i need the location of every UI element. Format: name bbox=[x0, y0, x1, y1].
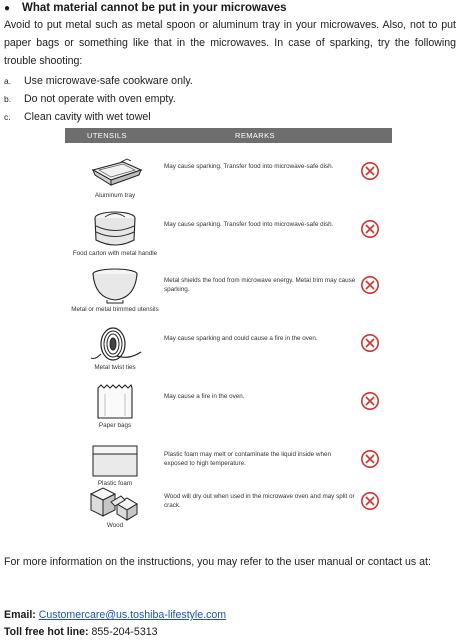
bullet-icon: ● bbox=[4, 3, 11, 14]
troubleshooting-list bbox=[4, 72, 444, 126]
remark-text: May cause sparking and could cause a fire in the oven. bbox=[164, 335, 318, 342]
list-marker: b. bbox=[4, 94, 12, 104]
hotline-line bbox=[4, 624, 158, 640]
utensil-label: Wood bbox=[106, 522, 124, 529]
table-row bbox=[65, 322, 392, 380]
prohibited-x-icon bbox=[360, 161, 380, 181]
aluminum-tray-icon bbox=[65, 150, 165, 194]
wood-icon bbox=[65, 480, 165, 524]
table-row bbox=[65, 208, 392, 266]
footer-paragraph: For more information on the instructions, you may refer to the user manual or contact us at: bbox=[4, 556, 431, 568]
food-carton-icon bbox=[65, 208, 165, 252]
list-item bbox=[4, 90, 444, 108]
list-marker: a. bbox=[4, 76, 12, 86]
email-link[interactable]: Customercare@us.toshiba-lifestyle.com bbox=[38, 609, 227, 621]
remark-text: May cause sparking. Transfer food into microwave-safe dish. bbox=[164, 221, 334, 228]
prohibited-x-icon bbox=[360, 275, 380, 295]
prohibited-x-icon bbox=[360, 491, 380, 511]
utensil-label: Metal twist ties bbox=[94, 364, 136, 371]
remark-text: May cause a fire in the oven. bbox=[164, 393, 245, 400]
column-header-utensils: UTENSILS bbox=[87, 131, 127, 140]
prohibited-x-icon bbox=[360, 391, 380, 411]
utensil-label: Paper bags bbox=[98, 422, 132, 429]
column-header-remarks: REMARKS bbox=[235, 131, 275, 140]
table-row bbox=[65, 480, 392, 538]
prohibited-x-icon bbox=[360, 219, 380, 239]
remark-text: May cause sparking. Transfer food into microwave-safe dish. bbox=[164, 163, 334, 170]
list-item bbox=[4, 108, 444, 126]
prohibited-x-icon bbox=[360, 449, 380, 469]
remark-text: Wood will dry out when used in the microwave oven and may split or crack. bbox=[164, 493, 355, 509]
plastic-foam-icon bbox=[65, 438, 165, 482]
list-item bbox=[4, 72, 444, 90]
remark-text: Plastic foam may melt or contaminate the liquid inside when exposed to high temperature. bbox=[164, 451, 331, 467]
prohibited-x-icon bbox=[360, 333, 380, 353]
utensil-label: Metal or metal trimmed utensils bbox=[71, 306, 159, 313]
section-heading bbox=[4, 1, 454, 16]
table-header bbox=[65, 128, 392, 143]
utensils-table bbox=[65, 128, 392, 534]
list-item-text: Use microwave-safe cookware only. bbox=[24, 75, 193, 87]
heading-text: What material cannot be put in your microwaves bbox=[22, 2, 287, 14]
table-row bbox=[65, 380, 392, 438]
paper-bag-icon bbox=[65, 380, 165, 424]
utensil-label: Plastic foam bbox=[97, 480, 133, 487]
hotline-number: 855-204-5313 bbox=[91, 626, 158, 638]
list-item-text: Do not operate with oven empty. bbox=[24, 93, 176, 105]
email-line bbox=[4, 607, 226, 623]
metal-bowl-icon bbox=[65, 264, 165, 308]
remark-text: Metal shields the food from microwave energy. Metal trim may cause sparking. bbox=[164, 277, 356, 293]
utensil-label: Food carton with metal handle bbox=[72, 250, 158, 257]
intro-paragraph: Avoid to put metal such as metal spoon or aluminum tray in your microwaves. Also, not to put paper bags or something like that in the microwaves. In case of sparking, try the following trouble shooting: bbox=[4, 19, 456, 67]
email-label: Email: bbox=[4, 609, 36, 621]
hotline-label: Toll free hot line: bbox=[4, 626, 89, 638]
twist-ties-icon bbox=[65, 322, 165, 366]
utensil-label: Aluminum tray bbox=[94, 192, 136, 199]
table-row bbox=[65, 264, 392, 322]
list-item-text: Clean cavity with wet towel bbox=[24, 111, 151, 123]
list-marker: c. bbox=[4, 112, 11, 122]
table-row bbox=[65, 150, 392, 208]
